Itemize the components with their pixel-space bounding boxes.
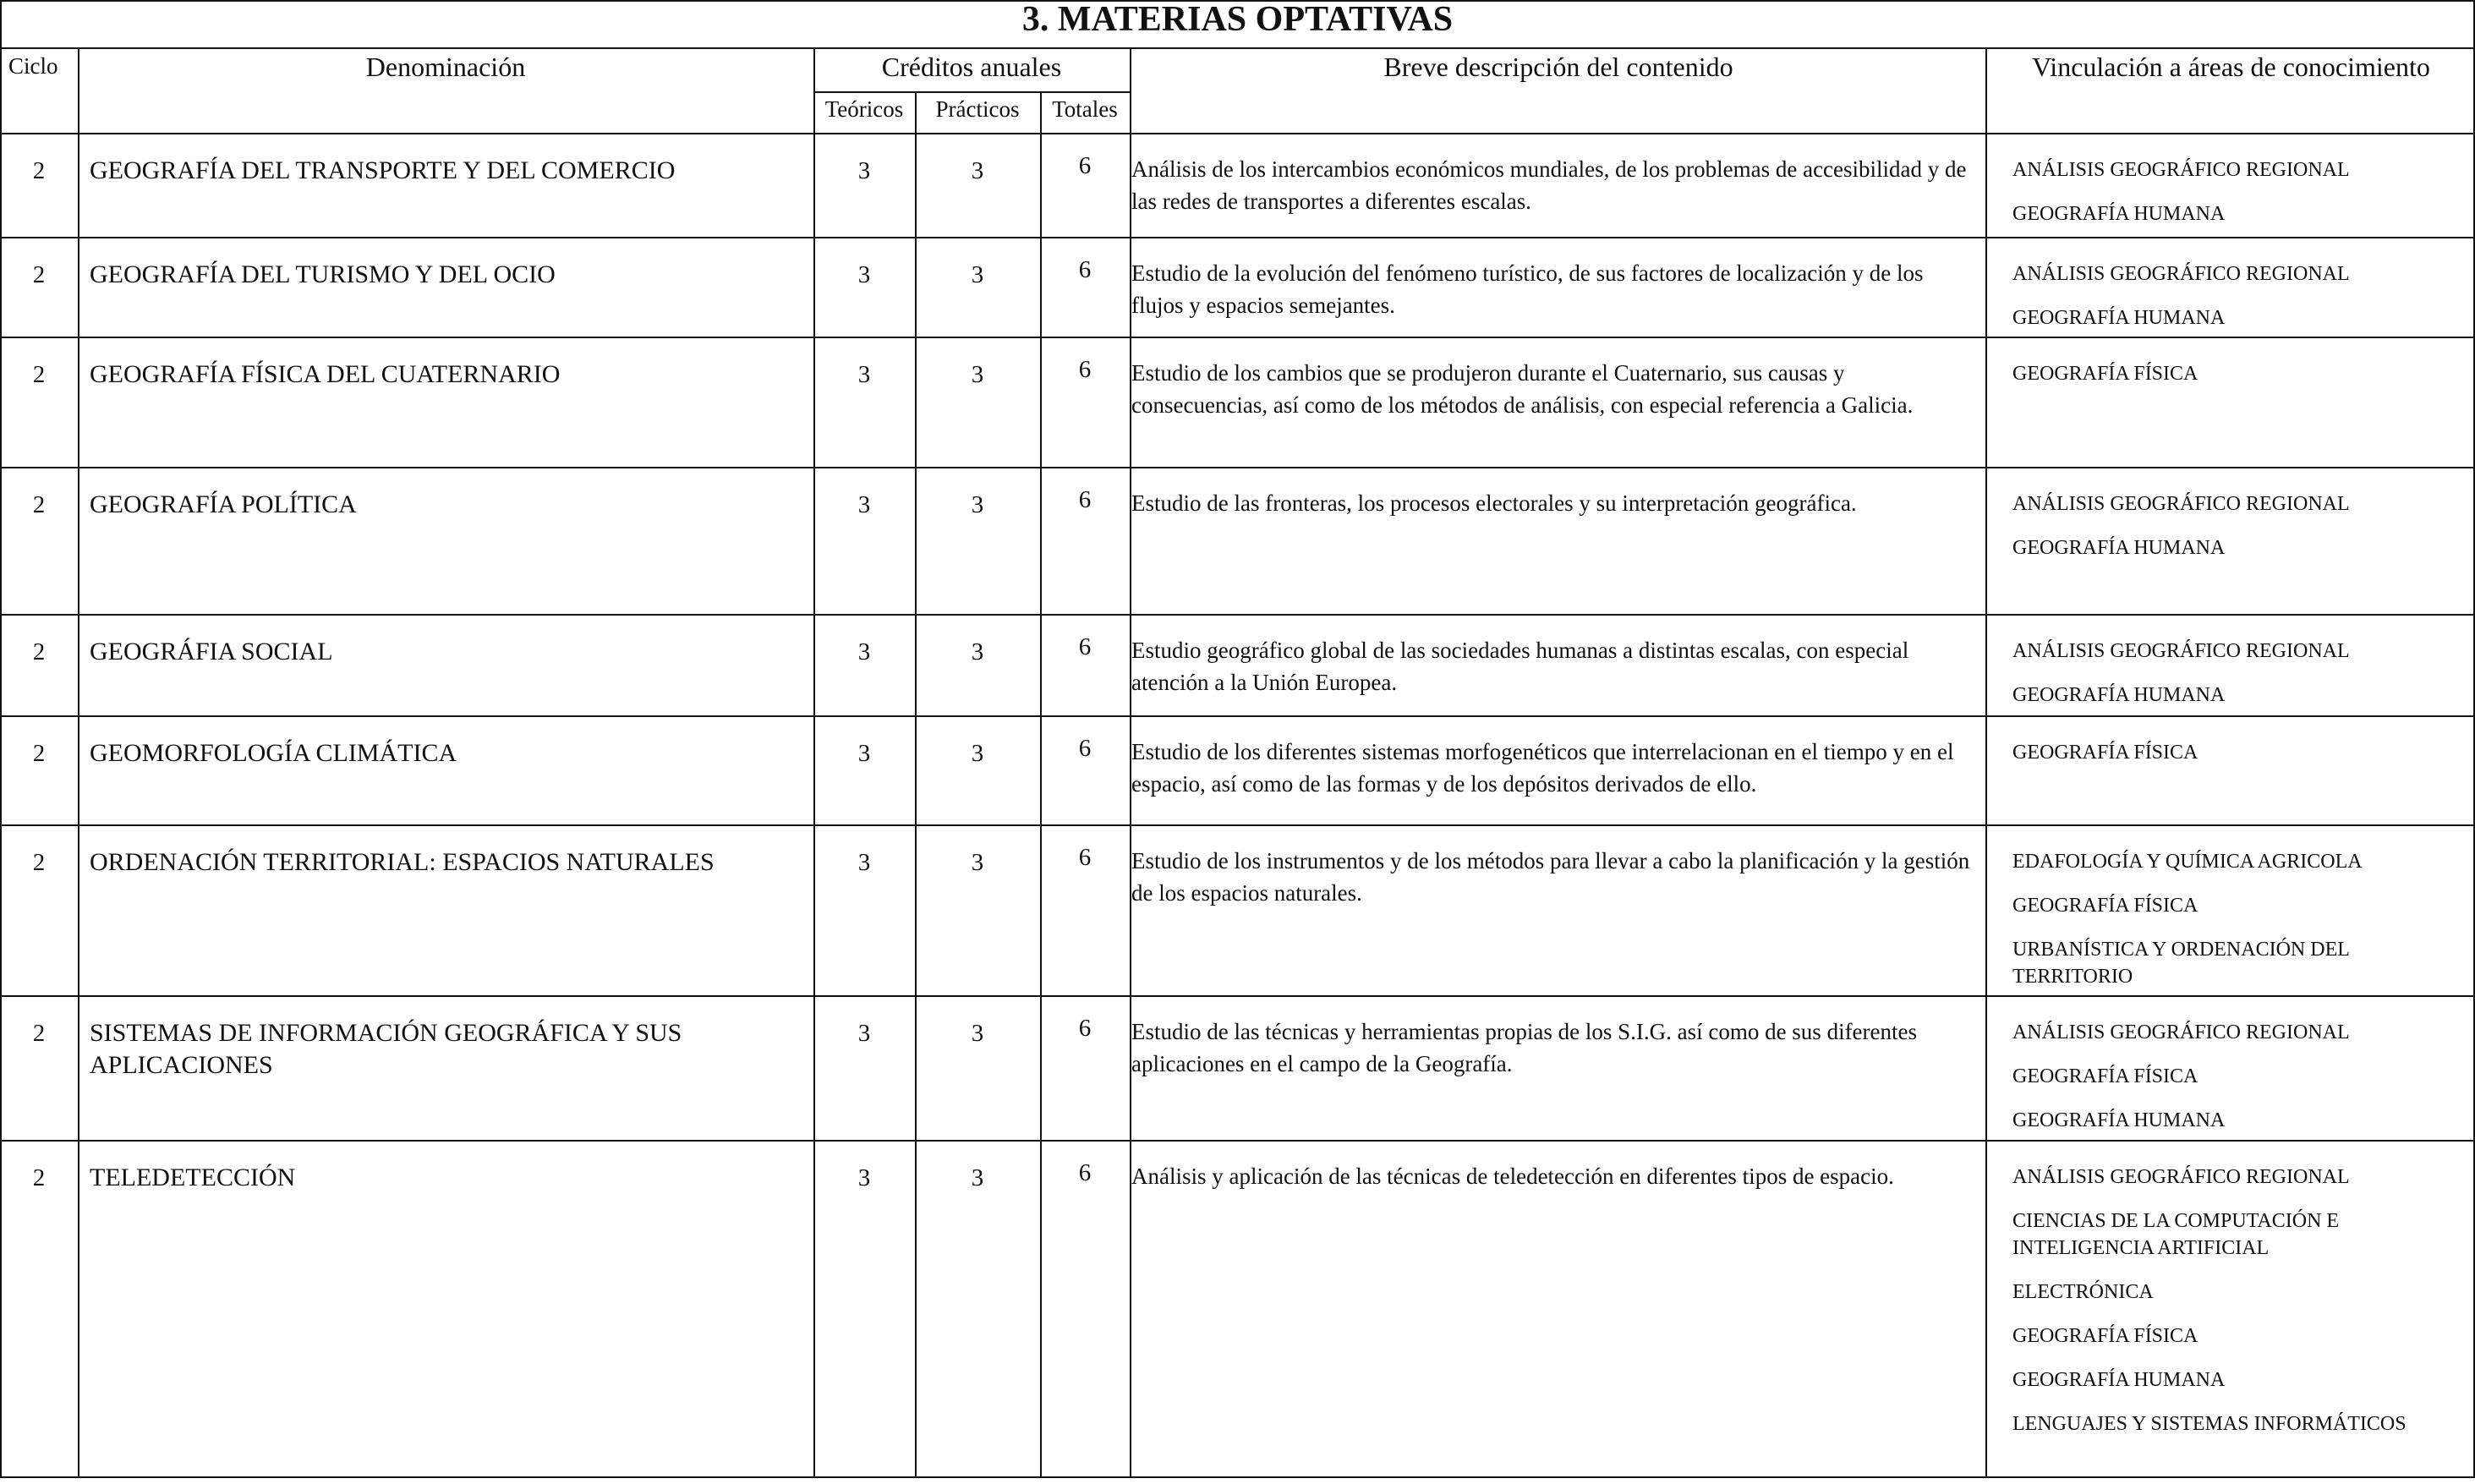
column-divider <box>915 91 917 1478</box>
cell-denominacion: ORDENACIÓN TERRITORIAL: ESPACIOS NATURALES <box>90 848 715 876</box>
header-teoricos: Teóricos <box>824 96 904 122</box>
header-practicos: Prácticos <box>935 96 1020 122</box>
cell-practicos: 3 <box>971 361 984 388</box>
table-row-divider <box>0 614 2475 616</box>
cell-teoricos: 3 <box>857 261 871 288</box>
cell-totales: 6 <box>1078 633 1092 660</box>
cell-vinculacion-list <box>2012 490 2461 578</box>
area-item: ANÁLISIS GEOGRÁFICO REGIONAL <box>2012 1166 2350 1188</box>
area-item: ANÁLISIS GEOGRÁFICO REGIONAL <box>2012 493 2350 515</box>
page-title: 3. MATERIAS OPTATIVAS <box>1021 0 1454 39</box>
column-divider <box>1985 47 1987 1478</box>
area-item: GEOGRAFÍA HUMANA <box>2012 684 2226 706</box>
cell-totales: 6 <box>1078 356 1092 383</box>
cell-totales: 6 <box>1078 1159 1092 1186</box>
header-totales: Totales <box>1052 96 1118 122</box>
cell-practicos: 3 <box>971 1164 984 1191</box>
cell-vinculacion-list <box>2012 360 2461 404</box>
header-bottom-line <box>0 133 2475 134</box>
cell-totales: 6 <box>1078 256 1092 283</box>
header-descripcion: Breve descripción del contenido <box>1383 52 1733 82</box>
area-item: GEOGRAFÍA FÍSICA <box>2012 363 2198 385</box>
cell-teoricos: 3 <box>857 1164 871 1191</box>
cell-descripcion: Análisis y aplicación de las técnicas de teledetección en diferentes tipos de espacio. <box>1131 1164 1894 1189</box>
cell-ciclo: 2 <box>32 740 46 767</box>
cell-totales: 6 <box>1078 152 1092 179</box>
cell-teoricos: 3 <box>857 1020 871 1047</box>
cell-ciclo: 2 <box>32 1164 46 1191</box>
cell-totales: 6 <box>1078 844 1092 871</box>
area-item: GEOGRAFÍA FÍSICA <box>2012 742 2198 764</box>
area-item: ANÁLISIS GEOGRÁFICO REGIONAL <box>2012 263 2350 285</box>
area-item: ANÁLISIS GEOGRÁFICO REGIONAL <box>2012 159 2350 181</box>
column-divider <box>78 47 79 1478</box>
cell-totales: 6 <box>1078 1015 1092 1042</box>
cell-ciclo: 2 <box>32 261 46 288</box>
cell-totales: 6 <box>1078 486 1092 513</box>
cell-practicos: 3 <box>971 849 984 876</box>
area-item: URBANÍSTICA Y ORDENACIÓN DEL TERRITORIO <box>2012 939 2349 988</box>
cell-denominacion: GEOGRAFÍA DEL TURISMO Y DEL OCIO <box>90 260 556 288</box>
cell-vinculacion-list <box>2012 638 2461 726</box>
cell-teoricos: 3 <box>857 157 871 184</box>
cell-teoricos: 3 <box>857 361 871 388</box>
area-item: GEOGRAFÍA HUMANA <box>2012 203 2226 225</box>
cell-teoricos: 3 <box>857 491 871 518</box>
area-item: ANÁLISIS GEOGRÁFICO REGIONAL <box>2012 1021 2350 1043</box>
cell-denominacion: GEOGRÁFIA SOCIAL <box>90 638 333 665</box>
cell-descripcion: Estudio geográfico global de las sociedades humanas a distintas escalas, con especial atención a la Unión Europea. <box>1131 638 1909 695</box>
header-creditos: Créditos anuales <box>881 52 1062 82</box>
cell-practicos: 3 <box>971 491 984 518</box>
area-item: GEOGRAFÍA FÍSICA <box>2012 895 2198 917</box>
area-item: GEOGRAFÍA HUMANA <box>2012 537 2226 559</box>
cell-vinculacion-list <box>2012 848 2461 1007</box>
area-item: GEOGRAFÍA HUMANA <box>2012 1109 2226 1131</box>
title-divider <box>0 47 2475 49</box>
cell-descripcion: Estudio de las fronteras, los procesos electorales y su interpretación geográfica. <box>1131 490 1857 516</box>
cell-ciclo: 2 <box>32 491 46 518</box>
cell-ciclo: 2 <box>32 361 46 388</box>
area-item: EDAFOLOGÍA Y QUÍMICA AGRICOLA <box>2012 851 2363 873</box>
cell-teoricos: 3 <box>857 638 871 665</box>
cell-vinculacion-list <box>2012 156 2461 244</box>
cell-vinculacion-list <box>2012 1164 2461 1454</box>
cell-descripcion: Estudio de la evolución del fenómeno turístico, de sus factores de localización y de los flujos y espacios semejantes. <box>1131 260 1924 318</box>
area-item: GEOGRAFÍA HUMANA <box>2012 307 2226 329</box>
cell-descripcion: Estudio de los diferentes sistemas morfogenéticos que interrelacionan en el tiempo y en el espacio, así como de las formas y de los depósitos derivados de ello. <box>1131 739 1954 797</box>
table-row-divider <box>0 824 2475 826</box>
header-ciclo: Ciclo <box>8 53 58 79</box>
cell-descripcion: Estudio de las técnicas y herramientas propias de los S.I.G. así como de sus diferentes aplicaciones en el campo de la Geografía. <box>1131 1019 1918 1076</box>
cell-ciclo: 2 <box>32 157 46 184</box>
cell-ciclo: 2 <box>32 1020 46 1047</box>
cell-practicos: 3 <box>971 1020 984 1047</box>
cell-denominacion: TELEDETECCIÓN <box>90 1164 296 1191</box>
cell-ciclo: 2 <box>32 638 46 665</box>
cell-ciclo: 2 <box>32 849 46 876</box>
cell-denominacion: GEOMORFOLOGÍA CLIMÁTICA <box>90 739 457 767</box>
cell-denominacion: SISTEMAS DE INFORMACIÓN GEOGRÁFICA Y SUS APLICACIONES <box>90 1019 682 1079</box>
area-item: GEOGRAFÍA FÍSICA <box>2012 1325 2198 1347</box>
cell-practicos: 3 <box>971 157 984 184</box>
area-item: ELECTRÓNICA <box>2012 1281 2154 1303</box>
header-denominacion: Denominación <box>365 52 526 82</box>
cell-descripcion: Análisis de los intercambios económicos mundiales, de los problemas de accesibilidad y de las redes de transportes a diferentes escalas. <box>1131 156 1967 214</box>
cell-totales: 6 <box>1078 735 1092 762</box>
cell-practicos: 3 <box>971 740 984 767</box>
area-item: LENGUAJES Y SISTEMAS INFORMÁTICOS <box>2012 1413 2407 1435</box>
cell-teoricos: 3 <box>857 849 871 876</box>
table-row-divider <box>0 467 2475 468</box>
header-vinculacion: Vinculación a áreas de conocimiento <box>2032 52 2430 82</box>
cell-denominacion: GEOGRAFÍA FÍSICA DEL CUATERNARIO <box>90 360 561 388</box>
cell-practicos: 3 <box>971 638 984 665</box>
area-item: ANÁLISIS GEOGRÁFICO REGIONAL <box>2012 640 2350 662</box>
area-item: GEOGRAFÍA FÍSICA <box>2012 1065 2198 1087</box>
area-item: CIENCIAS DE LA COMPUTACIÓN E INTELIGENCIA ARTIFICIAL <box>2012 1210 2340 1259</box>
cell-vinculacion-list <box>2012 739 2461 783</box>
cell-vinculacion-list <box>2012 1019 2461 1151</box>
cell-vinculacion-list <box>2012 260 2461 348</box>
creditos-divider <box>813 91 1130 93</box>
area-item: GEOGRAFÍA HUMANA <box>2012 1369 2226 1391</box>
column-divider <box>1040 91 1042 1478</box>
cell-denominacion: GEOGRAFÍA POLÍTICA <box>90 490 357 518</box>
cell-denominacion: GEOGRAFÍA DEL TRANSPORTE Y DEL COMERCIO <box>90 156 676 184</box>
cell-descripcion: Estudio de los cambios que se produjeron durante el Cuaternario, sus causas y consecuencias, así como de los métodos de análisis, con especial referencia a Galicia. <box>1131 360 1914 418</box>
cell-teoricos: 3 <box>857 740 871 767</box>
cell-practicos: 3 <box>971 261 984 288</box>
cell-descripcion: Estudio de los instrumentos y de los métodos para llevar a cabo la planificación y la gestión de los espacios naturales. <box>1131 848 1970 906</box>
